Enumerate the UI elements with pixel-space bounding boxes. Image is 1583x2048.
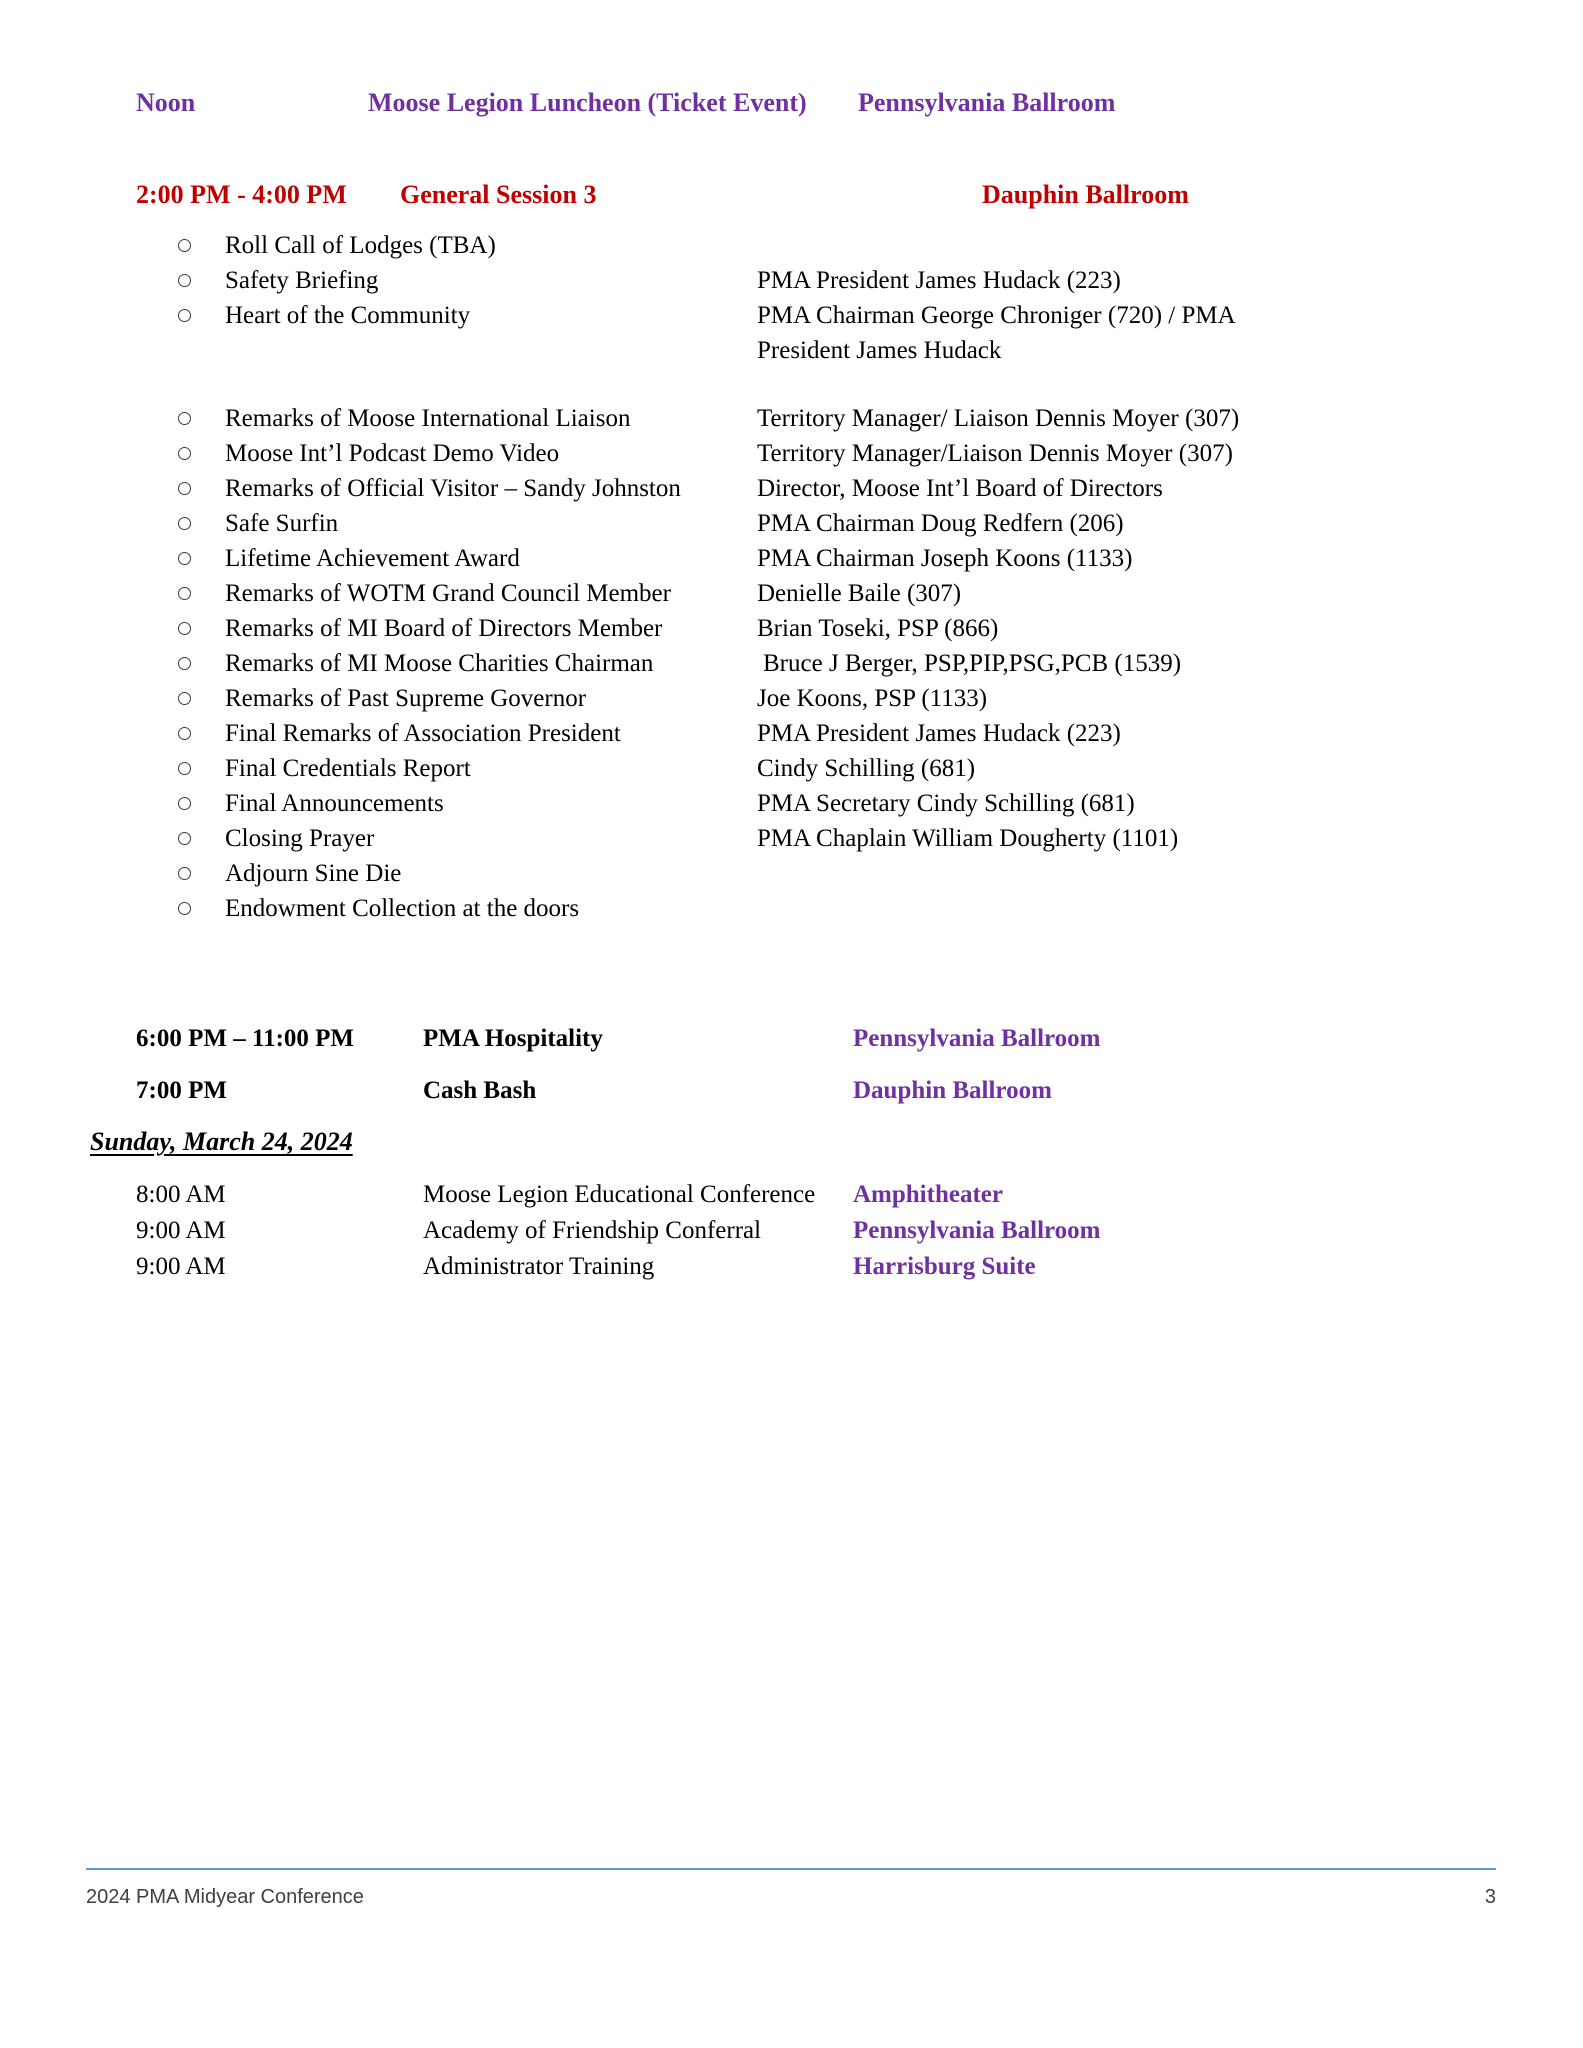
agenda-item-row <box>178 298 1458 333</box>
circle-bullet-icon <box>178 646 225 681</box>
footer-page-number: 3 <box>1484 1886 1496 1908</box>
sunday-room: Amphitheater <box>853 1181 1003 1208</box>
agenda-item-presenter: PMA President James Hudack (223) <box>757 267 1121 294</box>
circle-bullet-icon <box>178 298 225 333</box>
sunday-room: Harrisburg Suite <box>853 1253 1036 1280</box>
evening-room: Pennsylvania Ballroom <box>853 1025 1101 1052</box>
sunday-event: Academy of Friendship Conferral <box>423 1217 762 1244</box>
evening-event: Cash Bash <box>423 1077 537 1104</box>
agenda-item-row <box>178 436 1458 471</box>
agenda-item-row <box>178 891 1458 926</box>
agenda-item-label: Remarks of MI Board of Directors Member <box>225 615 663 642</box>
sunday-event: Moose Legion Educational Conference <box>423 1181 816 1208</box>
agenda-item-presenter: PMA President James Hudack (223) <box>757 720 1121 747</box>
agenda-item-row <box>178 856 1458 891</box>
sunday-time: 9:00 AM <box>136 1253 226 1280</box>
agenda-item-row <box>178 646 1458 681</box>
circle-bullet-icon <box>178 891 225 926</box>
agenda-item-presenter: Cindy Schilling (681) <box>757 755 976 782</box>
noon-time: Noon <box>136 88 196 117</box>
circle-bullet-icon <box>178 821 225 856</box>
agenda-item-row <box>178 401 1458 436</box>
agenda-item-label: Moose Int’l Podcast Demo Video <box>225 440 560 467</box>
agenda-item-row <box>178 716 1458 751</box>
agenda-item-presenter-continuation-row <box>178 333 1458 368</box>
sunday-schedule <box>136 1177 1446 1285</box>
agenda-item-label: Adjourn Sine Die <box>225 860 402 887</box>
circle-bullet-icon <box>178 541 225 576</box>
agenda-item-presenter: Joe Koons, PSP (1133) <box>757 685 988 712</box>
footer-document-title: 2024 PMA Midyear Conference <box>86 1886 364 1908</box>
agenda-item-row <box>178 541 1458 576</box>
sunday-time: 9:00 AM <box>136 1217 226 1244</box>
agenda-item-label: Remarks of WOTM Grand Council Member <box>225 580 671 607</box>
agenda-item-label: Remarks of Official Visitor – Sandy Johnston <box>225 475 681 502</box>
general-session-header <box>136 178 1446 212</box>
evening-time: 7:00 PM <box>136 1077 227 1104</box>
agenda-item-label: Roll Call of Lodges (TBA) <box>225 232 496 259</box>
circle-bullet-icon <box>178 228 225 263</box>
agenda-item-presenter: Territory Manager/ Liaison Dennis Moyer (307) <box>757 405 1240 432</box>
agenda-item-label: Safety Briefing <box>225 267 379 294</box>
agenda-item-label: Remarks of Moose International Liaison <box>225 405 631 432</box>
schedule-row <box>136 1065 1446 1117</box>
agenda-item-presenter: PMA Chairman George Chroniger (720) / PMA <box>757 302 1236 329</box>
agenda-item-presenter: PMA Chairman Doug Redfern (206) <box>757 510 1124 537</box>
noon-event: Moose Legion Luncheon (Ticket Event) <box>368 88 807 117</box>
agenda-item-label: Final Credentials Report <box>225 755 471 782</box>
schedule-row <box>136 1249 1446 1285</box>
circle-bullet-icon <box>178 401 225 436</box>
footer-divider <box>86 1868 1496 1870</box>
agenda-item-presenter: Territory Manager/Liaison Dennis Moyer (307) <box>757 440 1233 467</box>
agenda-item-row <box>178 506 1458 541</box>
circle-bullet-icon <box>178 436 225 471</box>
agenda-item-label: Lifetime Achievement Award <box>225 545 520 572</box>
circle-bullet-icon <box>178 611 225 646</box>
noon-room: Pennsylvania Ballroom <box>858 88 1116 117</box>
agenda-item-label: Remarks of Past Supreme Governor <box>225 685 587 712</box>
circle-bullet-icon <box>178 681 225 716</box>
schedule-row <box>136 86 1446 120</box>
general-session-time: 2:00 PM - 4:00 PM <box>136 180 347 209</box>
schedule-row <box>136 1213 1446 1249</box>
general-session-agenda-list <box>178 228 1458 926</box>
schedule-row <box>136 1013 1446 1065</box>
agenda-item-row <box>178 751 1458 786</box>
circle-bullet-icon <box>178 576 225 611</box>
schedule-row <box>136 1177 1446 1213</box>
sunday-event: Administrator Training <box>423 1253 655 1280</box>
agenda-item-presenter: Director, Moose Int’l Board of Directors <box>757 475 1163 502</box>
agenda-item-label: Endowment Collection at the doors <box>225 895 580 922</box>
agenda-blank-row <box>178 368 1458 401</box>
agenda-item-row <box>178 821 1458 856</box>
agenda-item-label: Heart of the Community <box>225 302 471 329</box>
evening-room: Dauphin Ballroom <box>853 1077 1052 1104</box>
agenda-item-label: Closing Prayer <box>225 825 375 852</box>
agenda-item-presenter-continuation: President James Hudack <box>757 337 1002 364</box>
day-heading-sunday: Sunday, March 24, 2024 <box>90 1127 353 1156</box>
general-session-title: General Session 3 <box>400 180 597 209</box>
agenda-item-label: Final Remarks of Association President <box>225 720 621 747</box>
agenda-item-presenter: Denielle Baile (307) <box>757 580 962 607</box>
evening-schedule <box>136 1013 1446 1117</box>
evening-time: 6:00 PM – 11:00 PM <box>136 1025 355 1052</box>
agenda-item-presenter: Bruce J Berger, PSP,PIP,PSG,PCB (1539) <box>763 650 1182 677</box>
agenda-item-presenter: Brian Toseki, PSP (866) <box>757 615 999 642</box>
circle-bullet-icon <box>178 506 225 541</box>
agenda-item-label: Safe Surfin <box>225 510 339 537</box>
circle-bullet-icon <box>178 856 225 891</box>
circle-bullet-icon <box>178 471 225 506</box>
agenda-item-row <box>178 576 1458 611</box>
agenda-item-presenter: PMA Chaplain William Dougherty (1101) <box>757 825 1179 852</box>
general-session-room: Dauphin Ballroom <box>982 180 1189 209</box>
agenda-item-row <box>178 263 1458 298</box>
circle-bullet-icon <box>178 716 225 751</box>
circle-bullet-icon <box>178 263 225 298</box>
noon-schedule-row <box>136 86 1446 120</box>
sunday-time: 8:00 AM <box>136 1181 226 1208</box>
agenda-item-row <box>178 471 1458 506</box>
circle-bullet-icon <box>178 786 225 821</box>
agenda-item-row <box>178 228 1458 263</box>
agenda-item-row <box>178 611 1458 646</box>
circle-bullet-icon <box>178 751 225 786</box>
agenda-item-row <box>178 786 1458 821</box>
sunday-room: Pennsylvania Ballroom <box>853 1217 1101 1244</box>
page-footer <box>86 1886 1496 1909</box>
agenda-item-label: Final Announcements <box>225 790 444 817</box>
agenda-item-presenter: PMA Chairman Joseph Koons (1133) <box>757 545 1133 572</box>
schedule-row <box>136 178 1446 212</box>
agenda-item-presenter: PMA Secretary Cindy Schilling (681) <box>757 790 1135 817</box>
agenda-item-row <box>178 681 1458 716</box>
continuation-spacer <box>178 333 757 368</box>
agenda-item-label: Remarks of MI Moose Charities Chairman <box>225 650 654 677</box>
evening-event: PMA Hospitality <box>423 1025 603 1052</box>
